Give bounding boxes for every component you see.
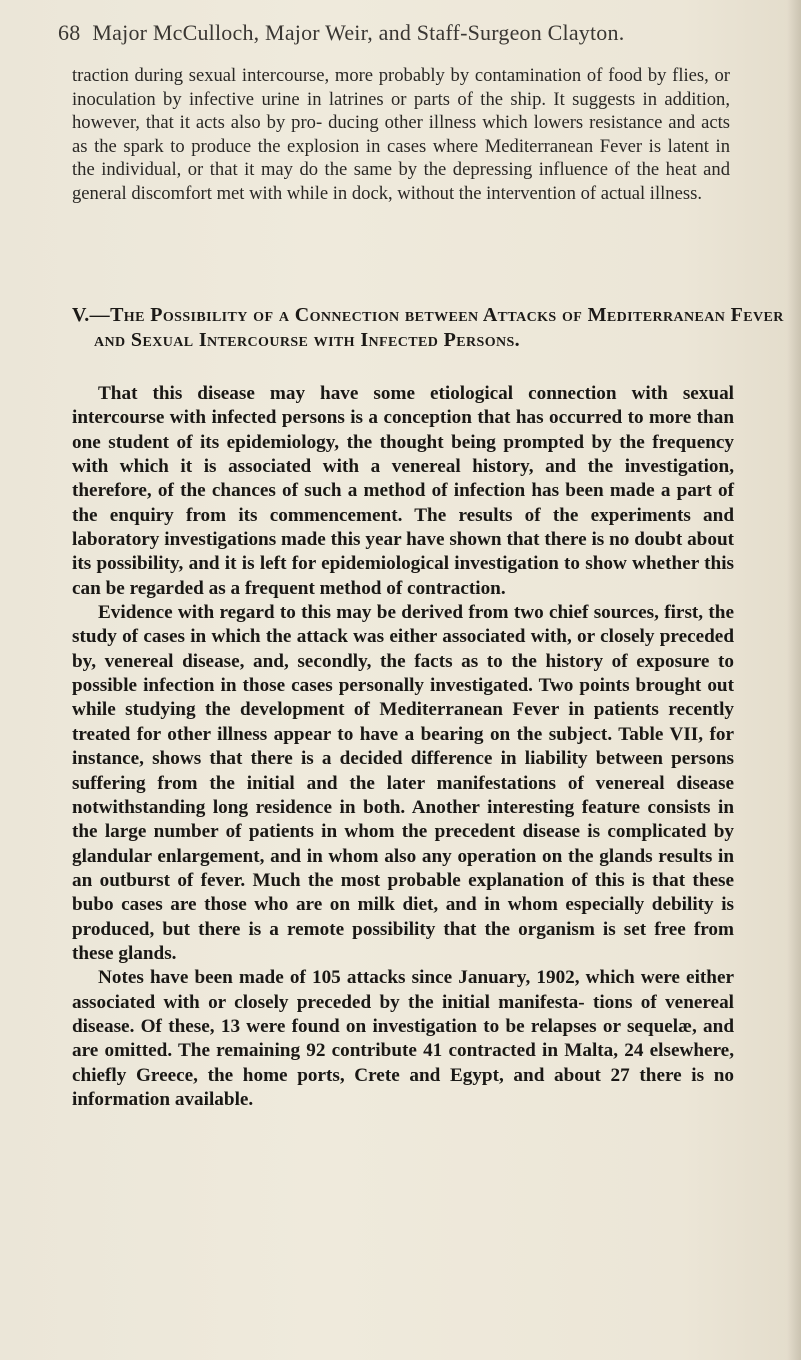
body-paragraph-1: That this disease may have some etiological connection with sexual intercourse with infected persons is a conception that has occurred to more than one student of its epidemiology, the thought being prompted by the frequency with which it is associated with a venereal history, and the investigation, therefore, of the chances of such a method of infection has been made a part of the enquiry from its commencement. The results of the experiments and laboratory investigations made this year have shown that there is no doubt about its possibility, and it is left for epidemiological investigation to show whether this can be regarded as a frequent method of contraction. xyxy=(72,383,734,599)
section-heading: V.—The Possibility of a Connection between Attacks of Mediterranean Fever and Sexual Intercourse with Infected Persons. xyxy=(72,304,784,351)
body-paragraph-2: Evidence with regard to this may be derived from two chief sources, first, the study of cases in which the attack was either associated with, or closely preceded by, venereal disease, and, secondly, the facts as to the history of exposure to possible infection in those cases personally investigated. Two points brought out while studying the development of Mediterranean Fever in patients recently treated for other illness appear to have a bearing on the subject. Table VII, for instance, shows that there is a decided difference in liability between persons suffering from the initial and the later manifestations of venereal disease notwithstanding long residence in both. Another interesting feature consists in the large number of patients in whom the precedent disease is complicated by glandular enlargement, and in whom also any operation on the glands results in an outburst of fever. Much the most probable explanation of this is that these bubo cases are those who are on milk diet, and in whom especially debility is produced, but there is a remote possibility that the organism is set free from these glands. xyxy=(72,602,734,964)
page-edge-shadow xyxy=(787,0,801,1360)
section-body xyxy=(72,382,734,1112)
continued-paragraph: traction during sexual intercourse, more probably by contamination of food by flies, or inoculation by infective urine in latrines or parts of the ship. It suggests in addition, however, that it acts also by pro- ducing other illness which lowers resistance and acts as the spark to produce the explosion in cases where Mediterranean Fever is latent in the individual, or that it may do the same by the depressing influence of the heat and general discomfort met with while in dock, without the intervention of actual illness. xyxy=(72,65,730,204)
page-number: 68 xyxy=(58,20,81,45)
body-paragraph-3: Notes have been made of 105 attacks since January, 1902, which were either associated with or closely preceded by the initial manifesta- tions of venereal disease. Of these, 13 were found on investigation to be relapses or sequelæ, and are omitted. The remaining 92 contribute 41 contracted in Malta, 24 elsewhere, chiefly Greece, the home ports, Crete and Egypt, and about 27 there is no information available. xyxy=(72,967,734,1110)
running-head xyxy=(58,20,624,46)
running-head-title: Major McCulloch, Major Weir, and Staff-Surgeon Clayton. xyxy=(92,20,625,45)
